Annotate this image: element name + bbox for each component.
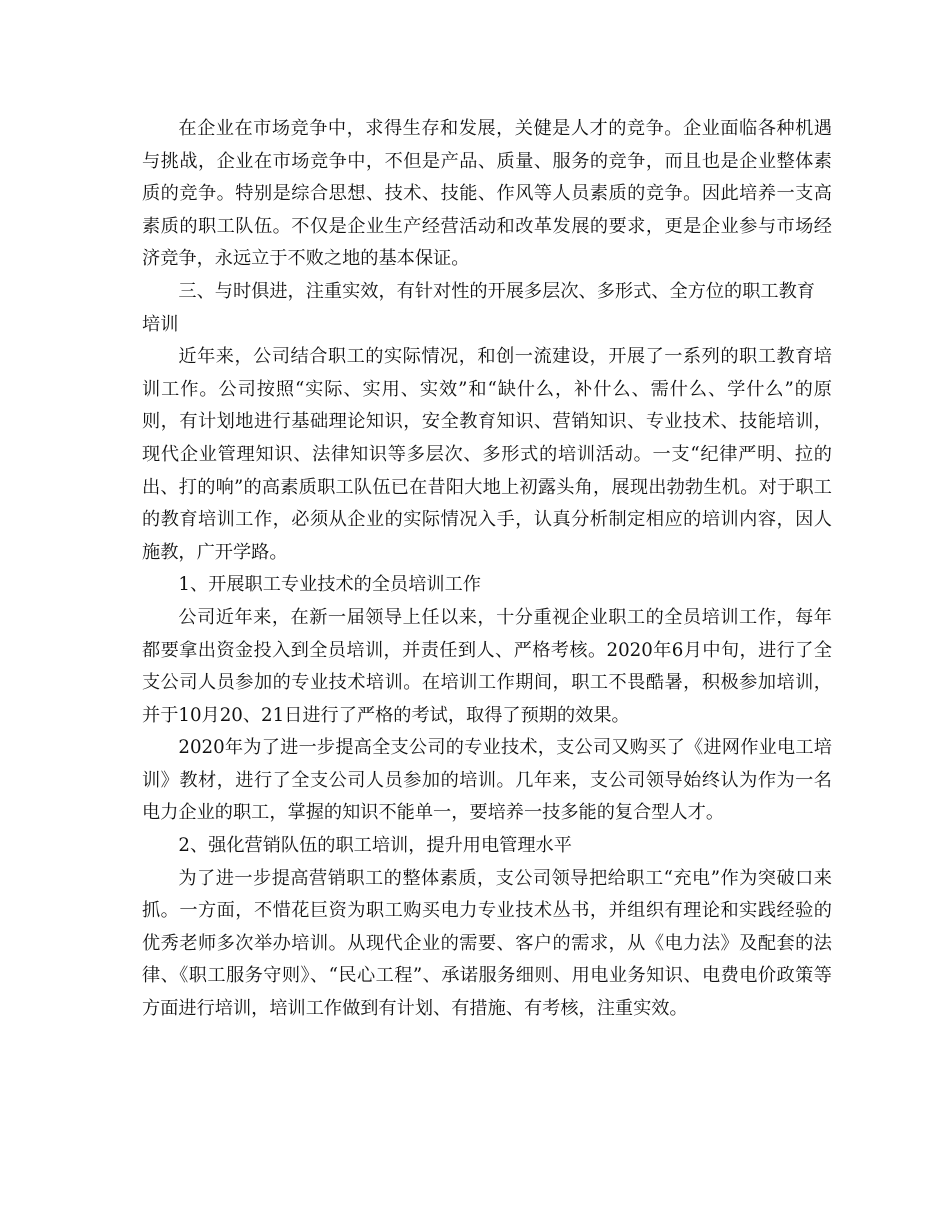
subheading-1-full-staff-training: 1、开展职工专业技术的全员培训工作: [178, 574, 481, 596]
paragraph-2020-training: 2020年为了进一步提高全支公司的专业技术，支公司又购买了《进网作业电工培训》教材，进行了全支公司人员参加的培训。几年来，支公司领导始终认为作为一名电力企业的职工，掌握的知识不能单一，要培养一技多能的复合型人才。: [142, 737, 832, 824]
subheading-2-marketing-training: 2、强化营销队伍的职工培训，提升用电管理水平: [178, 835, 572, 857]
section-heading-three: 三、与时俱进，注重实效，有针对性的开展多层次、多形式、全方位的职工教育培训: [142, 280, 815, 335]
paragraph-training-overview: 近年来，公司结合职工的实际情况，和创一流建设，开展了一系列的职工教育培训工作。公司按照“实际、实用、实效”和“缺什么，补什么、需什么、学什么”的原则，有计划地进行基础理论知识，安全教育知识、营销知识、专业技术、技能培训，现代企业管理知识、法律知识等多层次、多形式的培训活动。一支“纪律严明、拉的出、打的响”的高素质职工队伍已在昔阳大地上初露头角，展现出勃勃生机。对于职工的教育培训工作，必须从企业的实际情况入手，认真分析制定相应的培训内容，因人施教，广开学路。: [142, 346, 832, 563]
paragraph-full-staff-training: 公司近年来，在新一届领导上任以来，十分重视企业职工的全员培训工作，每年都要拿出资金投入到全员培训，并责任到人、严格考核。2020年6月中旬，进行了全支公司人员参加的专业技术培训。在培训工作期间，职工不畏酷暑，积极参加培训，并于10月20、21日进行了严格的考试，取得了预期的效果。: [142, 606, 832, 726]
document-page: [142, 113, 832, 1026]
paragraph-marketing-training: 为了进一步提高营销职工的整体素质，支公司领导把给职工“充电”作为突破口来抓。一方面，不惜花巨资为职工购买电力专业技术丛书，并组织有理论和实践经验的优秀老师多次举办培训。从现代企业的需要、客户的需求，从《电力法》及配套的法律、《职工服务守则》、“民心工程”、承诺服务细则、用电业务知识、电费电价政策等方面进行培训，培训工作做到有计划、有措施、有考核，注重实效。: [142, 867, 832, 1020]
paragraph-talent-competition: 在企业在市场竞争中，求得生存和发展，关健是人才的竞争。企业面临各种机遇与挑战，企业在市场竞争中，不但是产品、质量、服务的竞争，而且也是企业整体素质的竞争。特别是综合思想、技术、技能、作风等人员素质的竞争。因此培养一支高素质的职工队伍。不仅是企业生产经营活动和改革发展的要求，更是企业参与市场经济竞争，永远立于不败之地的基本保证。: [142, 118, 832, 270]
